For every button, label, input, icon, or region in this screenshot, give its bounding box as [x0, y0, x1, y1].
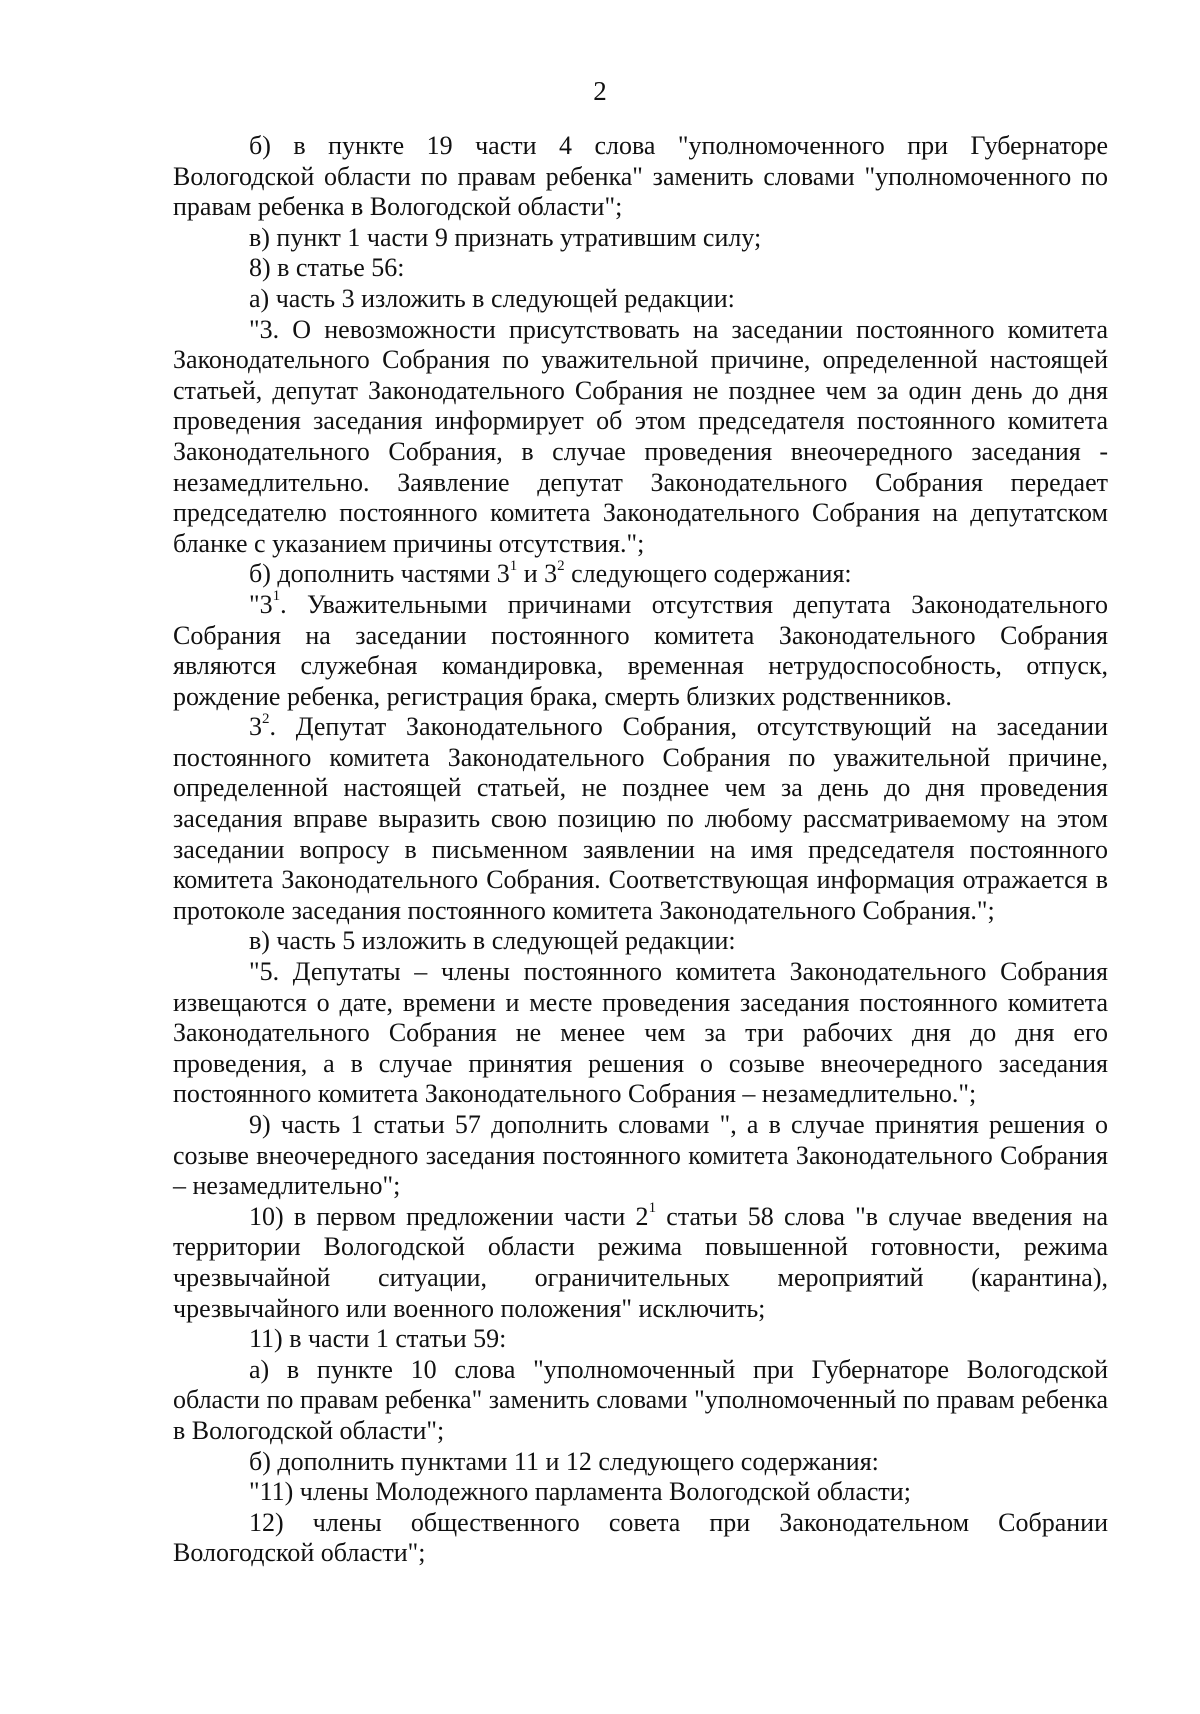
paragraph — [173, 1324, 1108, 1355]
paragraph — [173, 590, 1108, 712]
paragraph-text: 12) члены общественного совета при Законодательном Собрании Вологодской области"; — [173, 1507, 1108, 1568]
paragraph-text: "11) члены Молодежного парламента Вологодской области; — [249, 1477, 911, 1507]
paragraph — [173, 1355, 1108, 1447]
superscript-index: 1 — [509, 557, 518, 574]
paragraph-text: "3. О невозможности присутствовать на заседании постоянного комитета Законодательного Собрания по уважительной причине, определенной настоящей статьей, депутат Законодательного Собрания не позднее чем за один день до дня проведения заседания информирует об этом председателя постоянного комитета Законодательного Собрания, в случае проведения внеочередного заседания - незамедлительно. Заявление депутат Законодательного Собрания передает председателю постоянного комитета Законодательного Собрания на депутатском бланке с указанием причины отсутствия."; — [173, 314, 1108, 558]
paragraph-text: 10) в первом предложении части 2 — [249, 1201, 649, 1231]
paragraph-text: б) в пункте 19 части 4 слова "уполномоченного при Губернаторе Вологодской области по правам ребенка" заменить словами "уполномоченного по правам ребенка в Вологодской области"; — [173, 131, 1108, 222]
paragraph-text: "5. Депутаты – члены постоянного комитета Законодательного Собрания извещаются о дате, времени и месте проведения заседания постоянного комитета Законодательного Собрания не менее чем за три рабочих дня до дня его проведения, а в случае принятия решения о созыве внеочередного заседания постоянного комитета Законодательного Собрания – незамедлительно."; — [173, 957, 1108, 1109]
paragraph-text: . Уважительными причинами отсутствия депутата Законодательного Собрания на заседании постоянного комитета Законодательного Собрания являются служебная командировка, временная нетрудоспособность, отпуск, рождение ребенка, регистрация брака, смерть близких родственников. — [173, 589, 1108, 711]
paragraph — [173, 315, 1108, 560]
paragraph-text: 3 — [249, 712, 262, 742]
paragraph — [173, 1202, 1108, 1324]
paragraph-text: следующего содержания: — [564, 559, 852, 589]
paragraph — [173, 1477, 1108, 1508]
paragraph — [173, 253, 1108, 284]
paragraph-text: "3 — [249, 589, 273, 619]
superscript-index: 2 — [262, 710, 270, 727]
paragraph — [173, 284, 1108, 315]
paragraph — [173, 926, 1108, 957]
paragraph-text: и 3 — [517, 559, 558, 589]
superscript-index: 1 — [648, 1200, 657, 1217]
paragraph-text: 8) в статье 56: — [249, 253, 405, 283]
paragraph-text: в) часть 5 изложить в следующей редакции: — [249, 926, 736, 956]
paragraph-text: в) пункт 1 части 9 признать утратившим силу; — [249, 222, 762, 252]
paragraph-text: а) в пункте 10 слова "уполномоченный при Губернаторе Вологодской области по правам ребенка" заменить словами "уполномоченный по правам ребенка в Вологодской области"; — [173, 1354, 1108, 1445]
paragraph — [173, 712, 1108, 926]
paragraph-text: б) дополнить пунктами 11 и 12 следующего содержания: — [249, 1446, 879, 1476]
paragraph-text: 11) в части 1 статьи 59: — [249, 1324, 507, 1354]
paragraph — [173, 559, 1108, 590]
paragraph-text: 9) часть 1 статьи 57 дополнить словами ", а в случае принятия решения о созыве внеочередного заседания постоянного комитета Законодательного Собрания – незамедлительно"; — [173, 1110, 1108, 1201]
paragraph — [173, 957, 1108, 1110]
paragraph — [173, 131, 1108, 223]
superscript-index: 1 — [272, 588, 281, 605]
superscript-index: 2 — [557, 557, 565, 574]
paragraph — [173, 1110, 1108, 1202]
paragraph-text: а) часть 3 изложить в следующей редакции: — [249, 283, 735, 313]
paragraph — [173, 223, 1108, 254]
paragraph — [173, 1447, 1108, 1478]
page-number: 2 — [593, 76, 607, 106]
paragraph-text: б) дополнить частями 3 — [249, 559, 510, 589]
paragraph — [173, 1508, 1108, 1569]
paragraph-text: . Депутат Законодательного Собрания, отсутствующий на заседании постоянного комитета Законодательного Собрания по уважительной причине, определенной настоящей статьей, не позднее чем за день до дня проведения заседания вправе выразить свою позицию по любому рассматриваемому на этом заседании вопросу в письменном заявлении на имя председателя постоянного комитета Законодательного Собрания. Соответствующая информация отражается в протоколе заседания постоянного комитета Законодательного Собрания."; — [173, 712, 1108, 925]
document-body — [173, 131, 1108, 1569]
paragraph-text: статьи 58 слова "в случае введения на территории Вологодской области режима повышенной готовности, режима чрезвычайной ситуации, ограничительных мероприятий (карантина), чрезвычайного или военного положения" исключить; — [173, 1201, 1108, 1323]
